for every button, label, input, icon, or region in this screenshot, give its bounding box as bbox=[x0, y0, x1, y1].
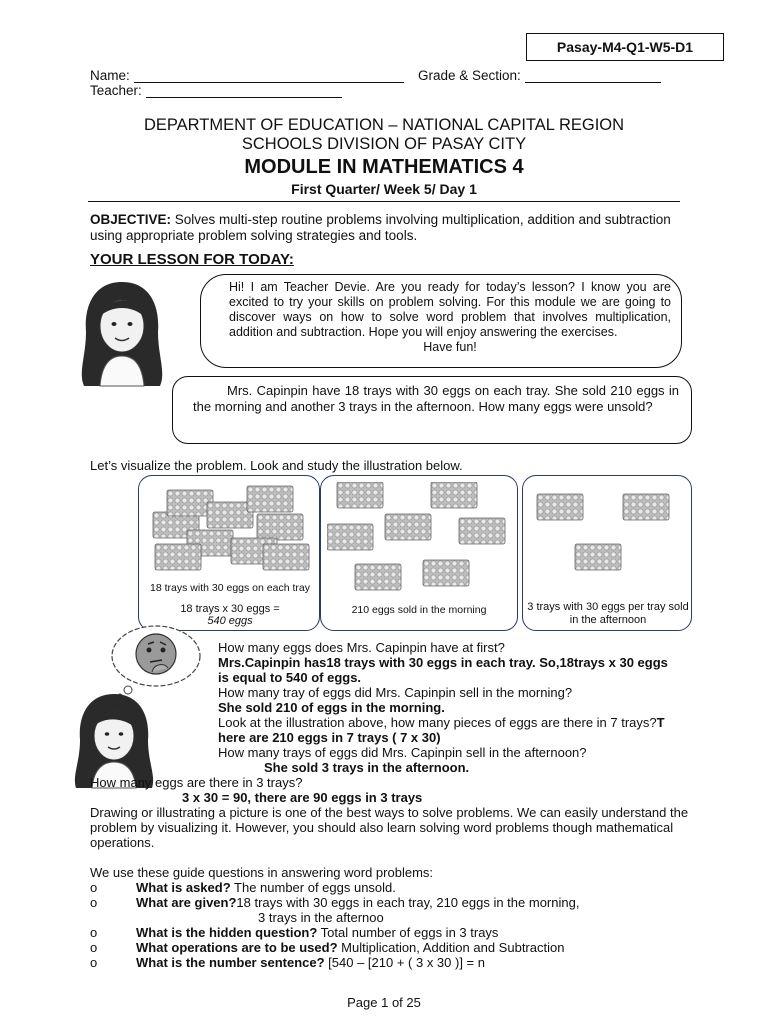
module-code-box: Pasay-M4-Q1-W5-D1 bbox=[526, 33, 724, 61]
teacher-speech-bubble bbox=[200, 274, 682, 368]
afternoon-trays-icon bbox=[529, 488, 687, 584]
division-heading: SCHOOLS DIVISION OF PASAY CITY bbox=[241, 135, 527, 153]
guide-label: What are given? bbox=[136, 895, 237, 910]
guide-label: What is the number sentence? bbox=[136, 955, 325, 970]
have-fun-text: Have fun! bbox=[423, 340, 477, 354]
answer-3: T here are 210 eggs in 7 trays ( 7 x 30) bbox=[218, 715, 665, 745]
guide-label: What operations are to be used? bbox=[136, 940, 338, 955]
objective bbox=[90, 212, 680, 244]
name-label: Name: bbox=[90, 68, 130, 83]
guide-item bbox=[90, 955, 690, 970]
answer-5: 3 x 30 = 90, there are 90 eggs in 3 trays bbox=[182, 790, 423, 805]
module-title: MODULE IN MATHEMATICS 4 bbox=[244, 156, 524, 178]
quarter-subtitle: First Quarter/ Week 5/ Day 1 bbox=[291, 181, 477, 197]
guide-item bbox=[90, 940, 690, 955]
teacher-avatar-icon bbox=[74, 276, 170, 388]
guide-text: 3 trays in the afternoo bbox=[258, 910, 384, 925]
teacher-label: Teacher: bbox=[90, 83, 142, 98]
grade-section-field[interactable] bbox=[418, 68, 661, 83]
objective-label: OBJECTIVE: bbox=[90, 212, 172, 227]
panel2-caption: 210 eggs sold in the morning bbox=[351, 604, 487, 616]
guide-text: 18 trays with 30 eggs in each tray, 210 eggs in the morning, bbox=[236, 895, 580, 910]
question-3 bbox=[218, 715, 680, 745]
panel-afternoon-sales bbox=[522, 475, 692, 631]
grade-blank[interactable] bbox=[525, 69, 661, 83]
guide-intro: We use these guide questions in answering word problems: bbox=[90, 865, 434, 880]
guide-text: Total number of eggs in 3 trays bbox=[317, 925, 499, 940]
drawing-paragraph: Drawing or illustrating a picture is one of the best ways to solve problems. We can easily understand the problem by visualizing it. However, you should also learn solving word problems though mathematical operations. bbox=[90, 805, 689, 850]
grade-label: Grade & Section: bbox=[418, 68, 521, 83]
answer-2: She sold 210 of eggs in the morning. bbox=[218, 700, 445, 715]
bullet: o bbox=[90, 925, 98, 940]
panel1-result: 540 eggs bbox=[207, 615, 253, 627]
name-field[interactable] bbox=[90, 68, 404, 83]
answer-4: She sold 3 trays in the afternoon. bbox=[264, 760, 470, 775]
answer-1: Mrs.Capinpin has18 trays with 30 eggs in each tray. So,18trays x 30 eggs is equal to 540 of eggs. bbox=[218, 655, 668, 685]
name-blank[interactable] bbox=[134, 69, 404, 83]
question-1: How many eggs does Mrs. Capinpin have at first? bbox=[218, 640, 505, 655]
guide-item bbox=[90, 880, 690, 895]
guide-item-continuation bbox=[90, 910, 690, 925]
bullet: o bbox=[90, 940, 98, 955]
question-4: How many trays of eggs did Mrs. Capinpin sell in the afternoon? bbox=[218, 745, 587, 760]
question-5: How many eggs are there in 3 trays? bbox=[90, 775, 303, 790]
qa-block bbox=[218, 640, 680, 775]
guide-label: What is the hidden question? bbox=[136, 925, 318, 940]
title-divider bbox=[88, 201, 680, 202]
bullet: o bbox=[90, 955, 98, 970]
problem-text: Mrs. Capinpin have 18 trays with 30 eggs on each tray. She sold 210 eggs in the morning and another 3 trays in the afternoon. How many eggs were unsold? bbox=[193, 383, 679, 414]
bullet: o bbox=[90, 880, 98, 895]
egg-tray-stack-icon bbox=[147, 482, 313, 578]
page-footer: Page 1 of 25 bbox=[347, 995, 421, 1010]
panel-morning-sales bbox=[320, 475, 518, 631]
teacher-blank[interactable] bbox=[146, 84, 342, 98]
lesson-heading: YOUR LESSON FOR TODAY: bbox=[90, 251, 294, 268]
panel3-caption: 3 trays with 30 eggs per tray sold in the afternoon bbox=[527, 601, 689, 626]
teacher-field[interactable] bbox=[90, 83, 342, 98]
bullet: o bbox=[90, 895, 98, 910]
panel-18-trays bbox=[138, 475, 320, 631]
problem-box bbox=[172, 376, 692, 444]
visualize-instruction: Let’s visualize the problem. Look and study the illustration below. bbox=[90, 458, 463, 473]
guide-text: Multiplication, Addition and Subtraction bbox=[337, 940, 565, 955]
guide-label: What is asked? bbox=[136, 880, 231, 895]
guide-text: [540 – [210 + ( 3 x 30 )] = n bbox=[324, 955, 485, 970]
guide-text: The number of eggs unsold. bbox=[230, 880, 396, 895]
guide-item bbox=[90, 895, 690, 910]
objective-text: Solves multi-step routine problems involving multiplication, addition and subtraction using appropriate problem solving strategies and tools. bbox=[90, 212, 671, 243]
panel1-equation: 18 trays x 30 eggs = bbox=[180, 603, 280, 615]
morning-trays-icon bbox=[327, 482, 513, 602]
department-heading: DEPARTMENT OF EDUCATION – NATIONAL CAPITAL REGION bbox=[143, 116, 625, 134]
guide-item bbox=[90, 925, 690, 940]
panel1-caption: 18 trays with 30 eggs on each tray bbox=[150, 582, 310, 594]
thinking-emoji-icon bbox=[134, 632, 178, 676]
guide-list bbox=[90, 880, 690, 970]
question-3-text: Look at the illustration above, how many pieces of eggs are there in 7 trays? bbox=[218, 715, 657, 730]
question-2: How many tray of eggs did Mrs. Capinpin sell in the morning? bbox=[218, 685, 573, 700]
teacher-greeting: Hi! I am Teacher Devie. Are you ready for today’s lesson? I know you are excited to try your skills on problem solving. For this module we are going to discover ways on how to solve word problem that involves multiplication, addition and subtraction. Hope you will enjoy answering the exercises. bbox=[229, 280, 671, 339]
